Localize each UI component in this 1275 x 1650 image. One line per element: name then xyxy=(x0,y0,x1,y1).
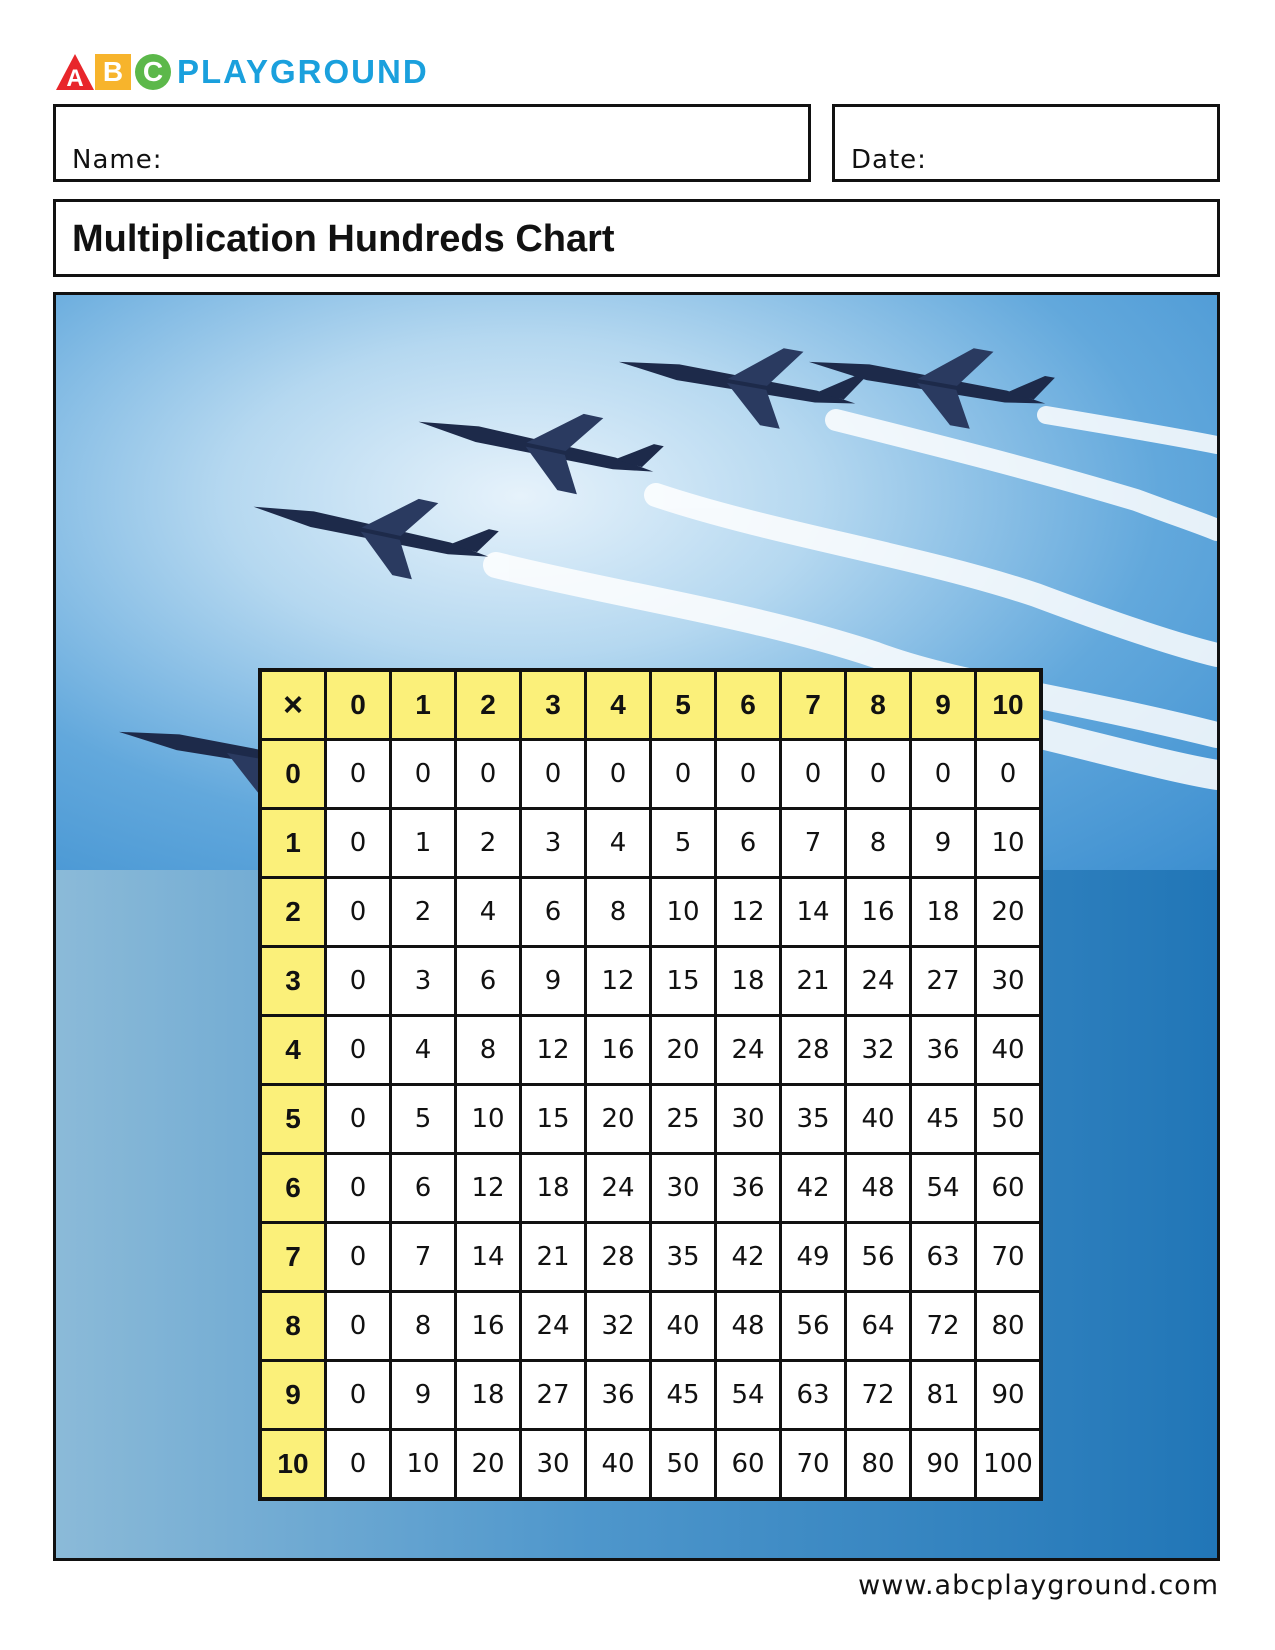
column-header-cell: 1 xyxy=(391,670,456,740)
product-cell: 40 xyxy=(976,1016,1042,1085)
product-cell: 16 xyxy=(586,1016,651,1085)
product-cell: 9 xyxy=(911,809,976,878)
table-row xyxy=(260,1430,1041,1500)
row-header-cell: 3 xyxy=(260,947,326,1016)
title-box xyxy=(53,199,1220,277)
product-cell: 0 xyxy=(976,740,1042,809)
row-header-cell: 6 xyxy=(260,1154,326,1223)
product-cell: 100 xyxy=(976,1430,1042,1500)
table-row xyxy=(260,1361,1041,1430)
product-cell: 6 xyxy=(456,947,521,1016)
product-cell: 5 xyxy=(391,1085,456,1154)
column-header-cell: 8 xyxy=(846,670,911,740)
product-cell: 30 xyxy=(716,1085,781,1154)
product-cell: 0 xyxy=(586,740,651,809)
column-header-cell: 4 xyxy=(586,670,651,740)
product-cell: 6 xyxy=(391,1154,456,1223)
product-cell: 20 xyxy=(456,1430,521,1500)
logo-b-square xyxy=(95,54,131,90)
product-cell: 40 xyxy=(586,1430,651,1500)
product-cell: 25 xyxy=(651,1085,716,1154)
row-header-cell: 10 xyxy=(260,1430,326,1500)
product-cell: 0 xyxy=(326,809,391,878)
product-cell: 0 xyxy=(326,740,391,809)
product-cell: 7 xyxy=(781,809,846,878)
product-cell: 8 xyxy=(391,1292,456,1361)
product-cell: 0 xyxy=(651,740,716,809)
logo-a-triangle xyxy=(55,53,95,91)
product-cell: 20 xyxy=(586,1085,651,1154)
product-cell: 4 xyxy=(456,878,521,947)
product-cell: 90 xyxy=(976,1361,1042,1430)
product-cell: 0 xyxy=(326,1016,391,1085)
logo-c-circle xyxy=(135,54,171,90)
product-cell: 28 xyxy=(781,1016,846,1085)
column-header-cell: 9 xyxy=(911,670,976,740)
date-label: Date: xyxy=(851,145,927,175)
product-cell: 0 xyxy=(326,1085,391,1154)
product-cell: 81 xyxy=(911,1361,976,1430)
product-cell: 45 xyxy=(911,1085,976,1154)
table-row xyxy=(260,1154,1041,1223)
table-row xyxy=(260,1292,1041,1361)
column-header-cell: 5 xyxy=(651,670,716,740)
product-cell: 28 xyxy=(586,1223,651,1292)
product-cell: 16 xyxy=(846,878,911,947)
product-cell: 0 xyxy=(456,740,521,809)
product-cell: 10 xyxy=(391,1430,456,1500)
product-cell: 4 xyxy=(391,1016,456,1085)
product-cell: 2 xyxy=(456,809,521,878)
table-row xyxy=(260,1085,1041,1154)
product-cell: 45 xyxy=(651,1361,716,1430)
product-cell: 30 xyxy=(651,1154,716,1223)
row-header-cell: 0 xyxy=(260,740,326,809)
product-cell: 0 xyxy=(391,740,456,809)
table-row xyxy=(260,809,1041,878)
product-cell: 48 xyxy=(716,1292,781,1361)
product-cell: 42 xyxy=(781,1154,846,1223)
column-header-cell: 3 xyxy=(521,670,586,740)
product-cell: 16 xyxy=(456,1292,521,1361)
product-cell: 8 xyxy=(456,1016,521,1085)
row-header-cell: 4 xyxy=(260,1016,326,1085)
product-cell: 18 xyxy=(716,947,781,1016)
product-cell: 0 xyxy=(846,740,911,809)
product-cell: 20 xyxy=(976,878,1042,947)
column-header-cell: 2 xyxy=(456,670,521,740)
table-row xyxy=(260,1016,1041,1085)
product-cell: 3 xyxy=(521,809,586,878)
product-cell: 0 xyxy=(326,1430,391,1500)
product-cell: 18 xyxy=(456,1361,521,1430)
product-cell: 60 xyxy=(976,1154,1042,1223)
product-cell: 42 xyxy=(716,1223,781,1292)
product-cell: 8 xyxy=(586,878,651,947)
product-cell: 0 xyxy=(326,878,391,947)
product-cell: 0 xyxy=(326,1223,391,1292)
product-cell: 72 xyxy=(911,1292,976,1361)
footer-url: www.abcplayground.com xyxy=(858,1570,1219,1601)
page-title: Multiplication Hundreds Chart xyxy=(72,218,615,260)
logo-letter-b: B xyxy=(102,56,124,87)
product-cell: 36 xyxy=(911,1016,976,1085)
product-cell: 0 xyxy=(781,740,846,809)
product-cell: 5 xyxy=(651,809,716,878)
product-cell: 9 xyxy=(521,947,586,1016)
product-cell: 60 xyxy=(716,1430,781,1500)
product-cell: 63 xyxy=(781,1361,846,1430)
product-cell: 21 xyxy=(521,1223,586,1292)
product-cell: 18 xyxy=(521,1154,586,1223)
product-cell: 0 xyxy=(326,947,391,1016)
date-field[interactable] xyxy=(832,104,1220,182)
product-cell: 24 xyxy=(846,947,911,1016)
corner-times-cell: × xyxy=(260,670,326,740)
table-row xyxy=(260,878,1041,947)
column-header-cell: 10 xyxy=(976,670,1042,740)
product-cell: 24 xyxy=(586,1154,651,1223)
product-cell: 32 xyxy=(586,1292,651,1361)
product-cell: 20 xyxy=(651,1016,716,1085)
product-cell: 54 xyxy=(911,1154,976,1223)
column-header-cell: 6 xyxy=(716,670,781,740)
product-cell: 54 xyxy=(716,1361,781,1430)
product-cell: 7 xyxy=(391,1223,456,1292)
product-cell: 80 xyxy=(976,1292,1042,1361)
product-cell: 70 xyxy=(781,1430,846,1500)
logo xyxy=(55,52,429,92)
product-cell: 15 xyxy=(651,947,716,1016)
product-cell: 21 xyxy=(781,947,846,1016)
product-cell: 40 xyxy=(651,1292,716,1361)
product-cell: 12 xyxy=(521,1016,586,1085)
product-cell: 90 xyxy=(911,1430,976,1500)
column-header-cell: 7 xyxy=(781,670,846,740)
product-cell: 24 xyxy=(521,1292,586,1361)
product-cell: 27 xyxy=(911,947,976,1016)
product-cell: 49 xyxy=(781,1223,846,1292)
product-cell: 36 xyxy=(716,1154,781,1223)
product-cell: 0 xyxy=(716,740,781,809)
table-row xyxy=(260,740,1041,809)
logo-word: PLAYGROUND xyxy=(177,53,429,90)
product-cell: 63 xyxy=(911,1223,976,1292)
product-cell: 50 xyxy=(976,1085,1042,1154)
multiplication-table xyxy=(258,668,1043,1501)
product-cell: 40 xyxy=(846,1085,911,1154)
product-cell: 10 xyxy=(651,878,716,947)
name-label: Name: xyxy=(72,145,163,175)
product-cell: 0 xyxy=(326,1361,391,1430)
table-header-row xyxy=(260,670,1041,740)
product-cell: 15 xyxy=(521,1085,586,1154)
row-header-cell: 1 xyxy=(260,809,326,878)
row-header-cell: 7 xyxy=(260,1223,326,1292)
product-cell: 0 xyxy=(326,1154,391,1223)
product-cell: 9 xyxy=(391,1361,456,1430)
product-cell: 35 xyxy=(651,1223,716,1292)
product-cell: 0 xyxy=(326,1292,391,1361)
product-cell: 8 xyxy=(846,809,911,878)
table-row xyxy=(260,1223,1041,1292)
product-cell: 18 xyxy=(911,878,976,947)
product-cell: 27 xyxy=(521,1361,586,1430)
column-header-cell: 0 xyxy=(326,670,391,740)
product-cell: 14 xyxy=(456,1223,521,1292)
product-cell: 10 xyxy=(976,809,1042,878)
product-cell: 10 xyxy=(456,1085,521,1154)
product-cell: 6 xyxy=(521,878,586,947)
product-cell: 30 xyxy=(976,947,1042,1016)
product-cell: 56 xyxy=(781,1292,846,1361)
product-cell: 3 xyxy=(391,947,456,1016)
product-cell: 50 xyxy=(651,1430,716,1500)
product-cell: 30 xyxy=(521,1430,586,1500)
row-header-cell: 9 xyxy=(260,1361,326,1430)
product-cell: 12 xyxy=(716,878,781,947)
product-cell: 32 xyxy=(846,1016,911,1085)
product-cell: 12 xyxy=(456,1154,521,1223)
product-cell: 80 xyxy=(846,1430,911,1500)
product-cell: 12 xyxy=(586,947,651,1016)
row-header-cell: 2 xyxy=(260,878,326,947)
product-cell: 14 xyxy=(781,878,846,947)
table-row xyxy=(260,947,1041,1016)
product-cell: 36 xyxy=(586,1361,651,1430)
product-cell: 0 xyxy=(521,740,586,809)
product-cell: 6 xyxy=(716,809,781,878)
product-cell: 64 xyxy=(846,1292,911,1361)
product-cell: 1 xyxy=(391,809,456,878)
product-cell: 72 xyxy=(846,1361,911,1430)
product-cell: 24 xyxy=(716,1016,781,1085)
product-cell: 56 xyxy=(846,1223,911,1292)
row-header-cell: 5 xyxy=(260,1085,326,1154)
row-header-cell: 8 xyxy=(260,1292,326,1361)
product-cell: 0 xyxy=(911,740,976,809)
product-cell: 48 xyxy=(846,1154,911,1223)
product-cell: 2 xyxy=(391,878,456,947)
name-field[interactable] xyxy=(53,104,811,182)
product-cell: 35 xyxy=(781,1085,846,1154)
product-cell: 4 xyxy=(586,809,651,878)
logo-letter-c: C xyxy=(142,56,164,87)
product-cell: 70 xyxy=(976,1223,1042,1292)
logo-letter-a: A xyxy=(66,65,84,91)
